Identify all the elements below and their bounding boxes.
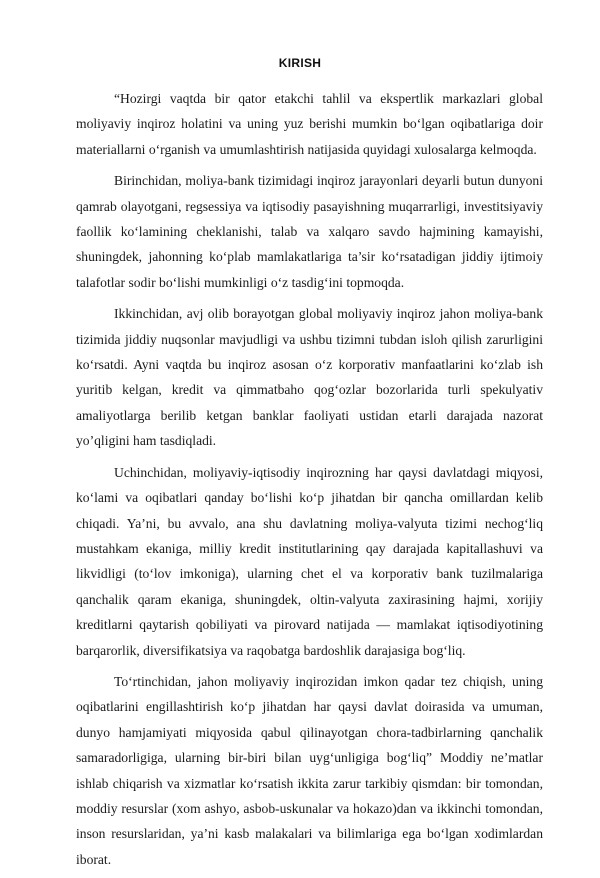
page-title: KIRISH (278, 56, 322, 70)
paragraph-fourth: To‘rtinchidan, jahon moliyaviy inqirozidan imkon qadar tez chiqish, uning oqibatlarini engillashtirish ko‘p jihatdan har qaysi davlat doirasida va umuman, dunyo hamjamiyati miqyosida qabul qilinayotgan chora-tadbirlarning qanchalik samaradorligiga, ularning bir-biri bilan uyg‘unligiga bog‘liq” Moddiy ne’matlar ishlab chiqarish va xizmatlar ko‘rsatish ikkita zarur tarkibiy qismdan: bir tomondan, moddiy resurslar (xom ashyo, asbob-uskunalar va hokazo)dan va ikkinchi tomondan, inson resurslaridan, ya’ni kasb malakalari va bilimlariga ega bo‘lgan xodimlardan iborat. (76, 673, 543, 867)
paragraph-second: Ikkinchidan, avj olib borayotgan global moliyaviy inqiroz jahon moliya-bank tizimida jiddiy nuqsonlar mavjudligi va ushbu tizimni tubdan isloh qilish zarurligini ko‘rsatdi. Ayni vaqtda bu inqiroz asosan o‘z korporativ manfaatlarini ko‘zlab ish yuritib kelgan, kredit va qimmatbaho qog‘ozlar bozorlarida turli spekulyativ amaliyotlarga berilib ketgan banklar faoliyati ustidan etarli darajada nazorat yo’qligini ham tasdiqladi. (76, 306, 543, 449)
paragraph-first: Birinchidan, moliya-bank tizimidagi inqiroz jarayonlari deyarli butun dunyoni qamrab olayotgani, regsessiya va iqtisodiy pasayishning muqarrarligi, investitsiyaviy faollik ko‘lamining cheklanishi, talab va xalqaro savdo hajmining kamayishi, shuningdek, jahonning ko‘plab mamlakatlariga ta’sir ko‘rsatadigan jiddiy ijtimoiy talafotlar sodir bo‘lishi mumkinligi o‘z tasdig‘ini topmoqda. (76, 173, 543, 290)
paragraph-third: Uchinchidan, moliyaviy-iqtisodiy inqirozning har qaysi davlatdagi miqyosi, ko‘lami va oqibatlari qanday bo‘lishi ko‘p jihatdan bir qancha omillardan kelib chiqadi. Ya’ni, bu avvalo, ana shu davlatning moliya-valyuta tizimi nechog‘liq mustahkam ekaniga, milliy kredit institutlarining qay darajada kapitallashuvi va likvidligi (to‘lov imkoniga), ularning chet el va korporativ bank tuzilmalariga qanchalik qaram ekaniga, shuningdek, oltin-valyuta zaxirasining hajmi, xorijiy kreditlarni qaytarish qobiliyati va pirovard natijada — mamlakat iqtisodiyotining barqarorlik, diversifikatsiya va raqobatga bardoshlik darajasiga bog‘liq. (76, 464, 543, 658)
paragraph-intro: “Hozirgi vaqtda bir qator etakchi tahlil va ekspertlik markazlari global moliyaviy inqiroz holatini va uning yuz berishi mumkin bo‘lgan oqibatlariga doir materiallarni o‘rganish va umumlashtirish natijasida quyidagi xulosalarga kelmoqda. (76, 91, 543, 157)
body-text (76, 86, 543, 878)
